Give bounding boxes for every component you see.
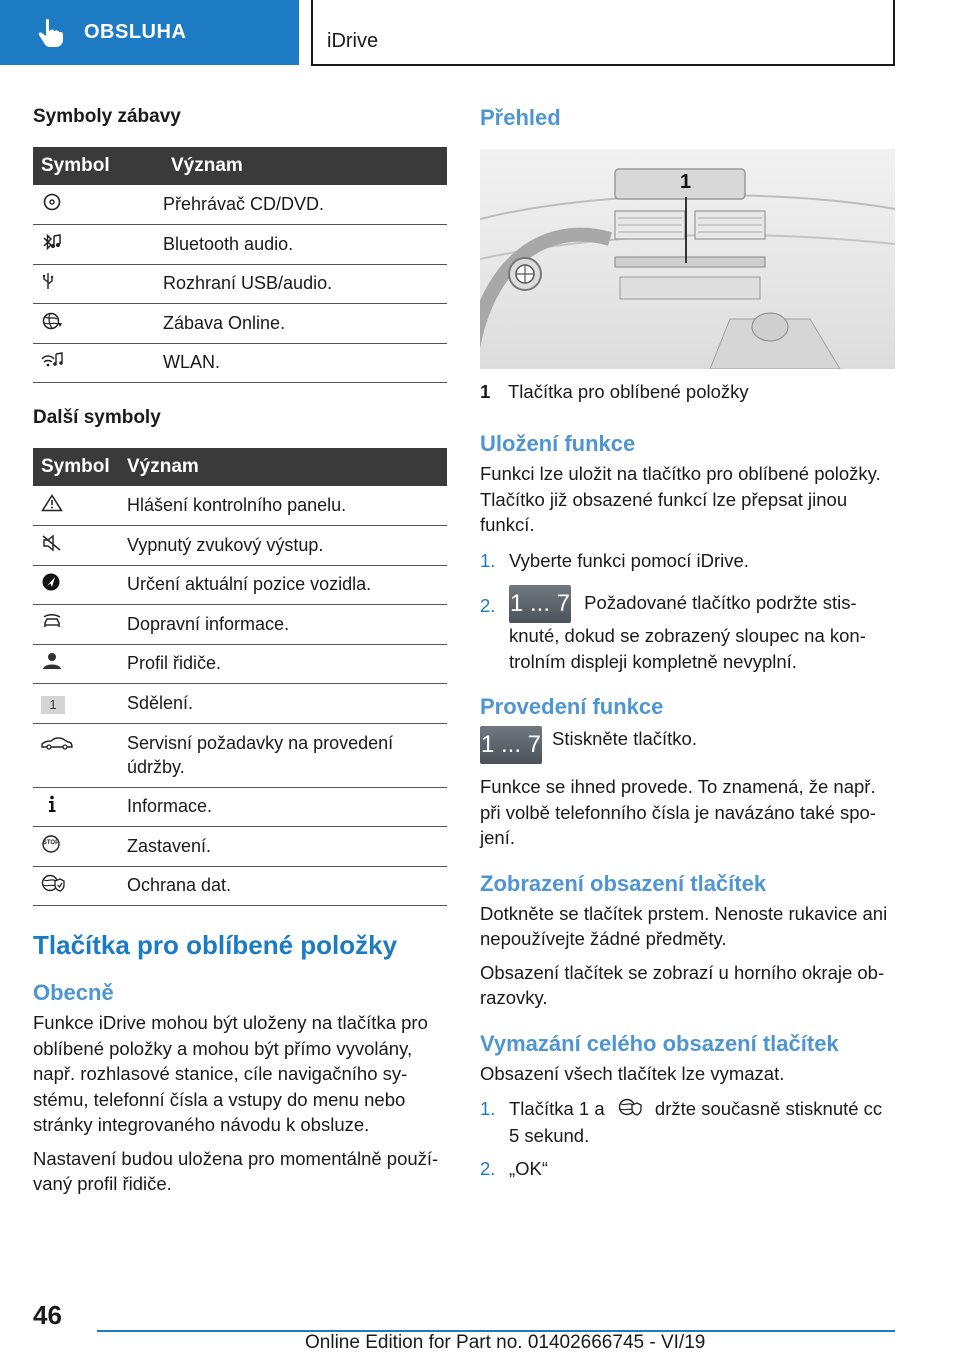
delete-assignment-heading: Vymazání celého obsazení tlačítek: [480, 1030, 839, 1056]
save-function-paragraph: Funkci lze uložit na tlačítko pro oblíbené položky. Tlačítko již obsazené funkcí lze přepsat jinou funkcí.: [480, 463, 881, 535]
step-number: 1.: [480, 1098, 496, 1119]
step-text: Požadované tlačítko podržte stisknuté, dokud se zobrazený sloupec na kontrolním displeji kompletně nevyplní.: [509, 591, 866, 672]
step-text: držte současně stisknuté cc 5 sekund.: [509, 1098, 883, 1146]
step-number: 2.: [480, 1158, 496, 1180]
other-symbols-heading: Další symboly: [33, 407, 161, 428]
car-service-icon: [41, 734, 73, 752]
general-paragraph: Funkce iDrive mohou být uloženy na tlačítka pro oblíbené položky a mohou být přímo vyvolány, např. rozhlasové stanice, cíle navigačního systému, telefonní čísla a vstupy do menu nebo stránky integrovaného návodu k obsluze.: [33, 1012, 428, 1135]
table-header: [33, 448, 447, 486]
general-heading: Obecně: [33, 980, 114, 1005]
row-text: Informace.: [127, 787, 447, 827]
stop-icon: [41, 835, 63, 853]
column-symbol: Symbol: [33, 147, 163, 185]
favorite-keys-button[interactable]: 1 ... 7: [480, 726, 542, 764]
table-row: [33, 565, 447, 605]
favorite-keys-button[interactable]: 1 ... 7: [509, 585, 571, 623]
other-symbols-table: [33, 448, 447, 906]
step-text: „OK“: [509, 1158, 549, 1180]
row-text: Hlášení kontrolního panelu.: [127, 486, 447, 526]
table-row: [33, 787, 447, 827]
list-item: [480, 1156, 895, 1182]
row-text: Zábava Online.: [163, 304, 447, 344]
section-title: OBSLUHA: [84, 21, 187, 43]
table-row: [33, 866, 447, 906]
table-row: [33, 605, 447, 645]
position-icon: [41, 573, 63, 591]
step-body: [509, 1096, 895, 1148]
display-paragraph-1: Dotkněte se tlačítek prstem. Nenoste rukavice ani nepoužívejte žádné předměty.: [480, 902, 888, 949]
delete-paragraph: Obsazení všech tlačítek lze vymazat.: [480, 1062, 785, 1084]
row-text: Určení aktuální pozice vozidla.: [127, 565, 447, 605]
subsection-title: iDrive: [327, 30, 379, 52]
execute-function-heading: Provedení funkce: [480, 694, 664, 719]
save-steps-list: [480, 548, 895, 675]
row-text: Přehrávač CD/DVD.: [163, 185, 447, 225]
stop-icon-label: STOP: [42, 839, 60, 846]
wlan-audio-icon: [41, 351, 63, 369]
caption-text: Tlačítka pro oblíbené položky: [508, 381, 749, 402]
data-protection-icon: [618, 1097, 642, 1123]
bluetooth-audio-icon: [41, 233, 63, 251]
row-text: Ochrana dat.: [127, 866, 447, 906]
data-protection-icon: [41, 874, 63, 892]
table-row: [33, 526, 447, 566]
display-paragraph-2: Obsazení tlačítek se zobrazí u horního okraje obrazovky.: [480, 961, 885, 1008]
column-meaning: Význam: [163, 147, 447, 185]
table-row: [33, 684, 447, 724]
step-text: Vyberte funkci pomocí iDrive.: [509, 549, 749, 571]
table-row: [33, 304, 447, 344]
column-meaning: Význam: [127, 448, 447, 486]
table-row: [33, 486, 447, 526]
table-header: [33, 147, 447, 185]
column-symbol: Symbol: [33, 448, 127, 486]
row-text: Profil řidiče.: [127, 644, 447, 684]
entertainment-symbols-heading: Symboly zábavy: [33, 106, 181, 127]
table-row: [33, 644, 447, 684]
overview-heading: Přehled: [480, 105, 561, 130]
row-text: Zastavení.: [127, 827, 447, 867]
table-row: [33, 185, 447, 225]
table-row: [33, 827, 447, 867]
list-item: [480, 585, 895, 674]
caption-number: 1: [480, 381, 491, 402]
row-text: Bluetooth audio.: [163, 225, 447, 265]
section-tab: [0, 0, 299, 65]
dashboard-figure: [480, 149, 895, 369]
step-text: Tlačítka 1 a: [509, 1098, 605, 1119]
step-number: 2.: [480, 595, 496, 616]
row-text: Dopravní informace.: [127, 605, 447, 645]
table-row: [33, 343, 447, 383]
info-icon: [41, 795, 63, 813]
table-row: [33, 723, 447, 787]
table-row: [33, 264, 447, 304]
execute-press-text: Stiskněte tlačítko.: [552, 728, 697, 749]
warning-icon: [41, 494, 63, 512]
row-text: WLAN.: [163, 343, 447, 383]
table-row: [33, 225, 447, 265]
step-body: [509, 585, 895, 674]
hand-pointer-icon: [36, 18, 66, 48]
driver-profile-icon: [41, 652, 63, 670]
favorites-heading: Tlačítka pro oblíbené položky: [33, 930, 398, 960]
row-text: Sdělení.: [127, 684, 447, 724]
traffic-info-icon: [41, 613, 63, 631]
execute-paragraph: Funkce se ihned provede. To znamená, že např. při volbě telefonního čísla je navázáno také spojení.: [480, 776, 876, 848]
row-text: Rozhraní USB/audio.: [163, 264, 447, 304]
list-item: [480, 1096, 895, 1148]
row-text: Servisní požadavky na provedení údržby.: [127, 723, 447, 787]
display-assignment-heading: Zobrazení obsazení tlačítek: [480, 870, 767, 896]
general-paragraph-2: Nastavení budou uložena pro momentálně používaný profil řidiče.: [33, 1147, 439, 1194]
execute-row: [480, 726, 895, 764]
delete-steps-list: [480, 1096, 895, 1182]
entertainment-symbols-table: [33, 147, 447, 383]
step-number: 1.: [480, 549, 496, 571]
row-text: Vypnutý zvukový výstup.: [127, 526, 447, 566]
edition-text: Online Edition for Part no. 01402666745 - VI/19: [305, 1332, 706, 1353]
right-column: [480, 100, 895, 1182]
mute-icon: [41, 534, 63, 552]
disc-icon: [41, 193, 63, 211]
page-number: 46: [33, 1300, 62, 1330]
list-item: [480, 548, 895, 574]
figure-callout-1: 1: [680, 171, 692, 193]
left-column: [33, 100, 447, 1197]
usb-icon: [41, 272, 63, 290]
figure-caption: [480, 381, 895, 403]
subsection-box: [311, 0, 895, 66]
message-icon: 1: [41, 696, 65, 714]
save-function-heading: Uložení funkce: [480, 431, 636, 456]
globe-icon: [41, 312, 63, 330]
